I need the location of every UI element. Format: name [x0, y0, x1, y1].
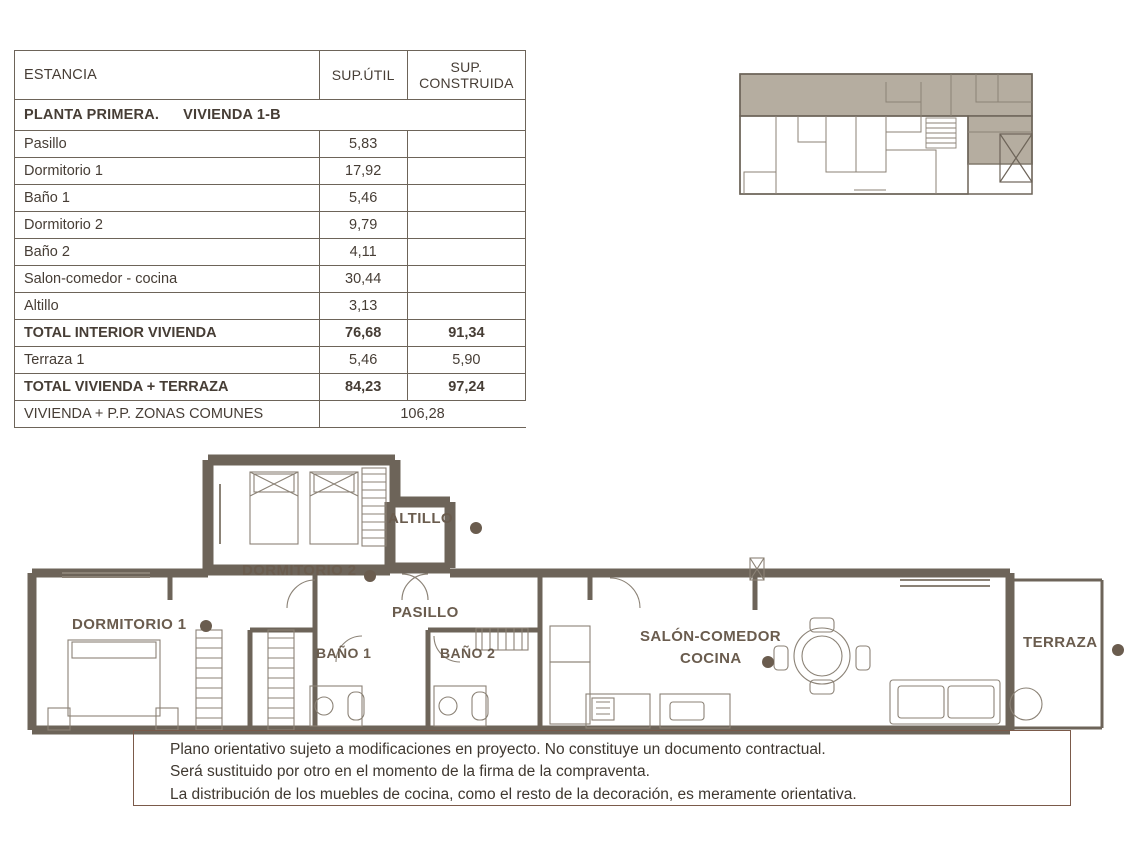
row-sup-construida [407, 266, 525, 293]
column-header-sup-construida-line2: CONSTRUIDA [419, 75, 514, 91]
table-row [15, 239, 526, 266]
areas-table [14, 50, 526, 428]
row-sup-construida [407, 212, 525, 239]
disclaimer-line-3: La distribución de los muebles de cocina, como el resto de la decoración, es meramente orientativa. [170, 785, 857, 803]
row-sup-util: 4,11 [319, 239, 407, 266]
row-name: TOTAL VIVIENDA + TERRAZA [15, 374, 320, 401]
table-body [15, 100, 526, 428]
row-name: Terraza 1 [15, 347, 320, 374]
table-section-cell [15, 100, 526, 131]
row-sup-util: 84,23 [319, 374, 407, 401]
row-name: Altillo [15, 293, 320, 320]
disclaimer-line-1: Plano orientativo sujeto a modificaciones en proyecto. No constituye un documento contractual. [170, 741, 826, 758]
table-row [15, 347, 526, 374]
row-sup-util: 9,79 [319, 212, 407, 239]
label-cocina: COCINA [680, 650, 742, 667]
label-altillo: ALTILLO [388, 510, 454, 527]
row-name: Dormitorio 1 [15, 158, 320, 185]
section-vivienda: VIVIENDA 1-B [183, 107, 281, 123]
table-row-total-terraza [15, 374, 526, 401]
row-name: Baño 1 [15, 185, 320, 212]
floor-plan [10, 440, 1130, 740]
label-bano-2: BAÑO 2 [440, 645, 496, 661]
row-sup-util: 76,68 [319, 320, 407, 347]
label-dormitorio-2: DORMITORIO 2 [242, 562, 357, 579]
row-sup-util: 3,13 [319, 293, 407, 320]
row-sup-construida: 5,90 [407, 347, 525, 374]
row-sup-util: 30,44 [319, 266, 407, 293]
table-row [15, 293, 526, 320]
row-sup-util: 5,83 [319, 131, 407, 158]
footer-value: 106,28 [319, 401, 525, 428]
row-sup-construida [407, 293, 525, 320]
label-bano-1: BAÑO 1 [316, 645, 372, 661]
table-header-row [15, 51, 526, 100]
table-row [15, 185, 526, 212]
table-header [15, 51, 526, 100]
table-row [15, 131, 526, 158]
row-name: Baño 2 [15, 239, 320, 266]
footer-name: VIVIENDA + P.P. ZONAS COMUNES [15, 401, 320, 428]
column-header-sup-construida-line1: SUP. [450, 58, 483, 75]
row-name: Pasillo [15, 131, 320, 158]
key-plan-drawing [736, 72, 1036, 222]
floor-plan-drawing [10, 440, 1130, 740]
section-planta: PLANTA PRIMERA. [24, 107, 160, 123]
table-row [15, 212, 526, 239]
label-salon-comedor: SALÓN-COMEDOR [640, 628, 782, 645]
label-pasillo: PASILLO [392, 604, 459, 621]
row-sup-util: 5,46 [319, 347, 407, 374]
row-name: Dormitorio 2 [15, 212, 320, 239]
table-row [15, 266, 526, 293]
row-sup-construida [407, 239, 525, 266]
row-sup-construida [407, 185, 525, 212]
row-name: TOTAL INTERIOR VIVIENDA [15, 320, 320, 347]
key-plan [736, 72, 1036, 222]
column-header-sup-construida [407, 51, 525, 100]
label-dormitorio-1: DORMITORIO 1 [72, 616, 187, 633]
table-row [15, 158, 526, 185]
table-section-row [15, 100, 526, 131]
table-row-zonas-comunes [15, 401, 526, 428]
row-sup-util: 17,92 [319, 158, 407, 185]
disclaimer-box [133, 730, 1071, 806]
row-sup-construida [407, 158, 525, 185]
label-terraza: TERRAZA [1023, 634, 1098, 651]
row-sup-construida: 97,24 [407, 374, 525, 401]
row-name: Salon-comedor - cocina [15, 266, 320, 293]
row-sup-construida: 91,34 [407, 320, 525, 347]
row-sup-util: 5,46 [319, 185, 407, 212]
row-sup-construida [407, 131, 525, 158]
table-row-total-interior [15, 320, 526, 347]
column-header-sup-util: SUP.ÚTIL [319, 51, 407, 100]
column-header-estancia: ESTANCIA [15, 51, 320, 100]
disclaimer-line-2: Será sustituido por otro en el momento de la firma de la compraventa. [170, 763, 650, 781]
